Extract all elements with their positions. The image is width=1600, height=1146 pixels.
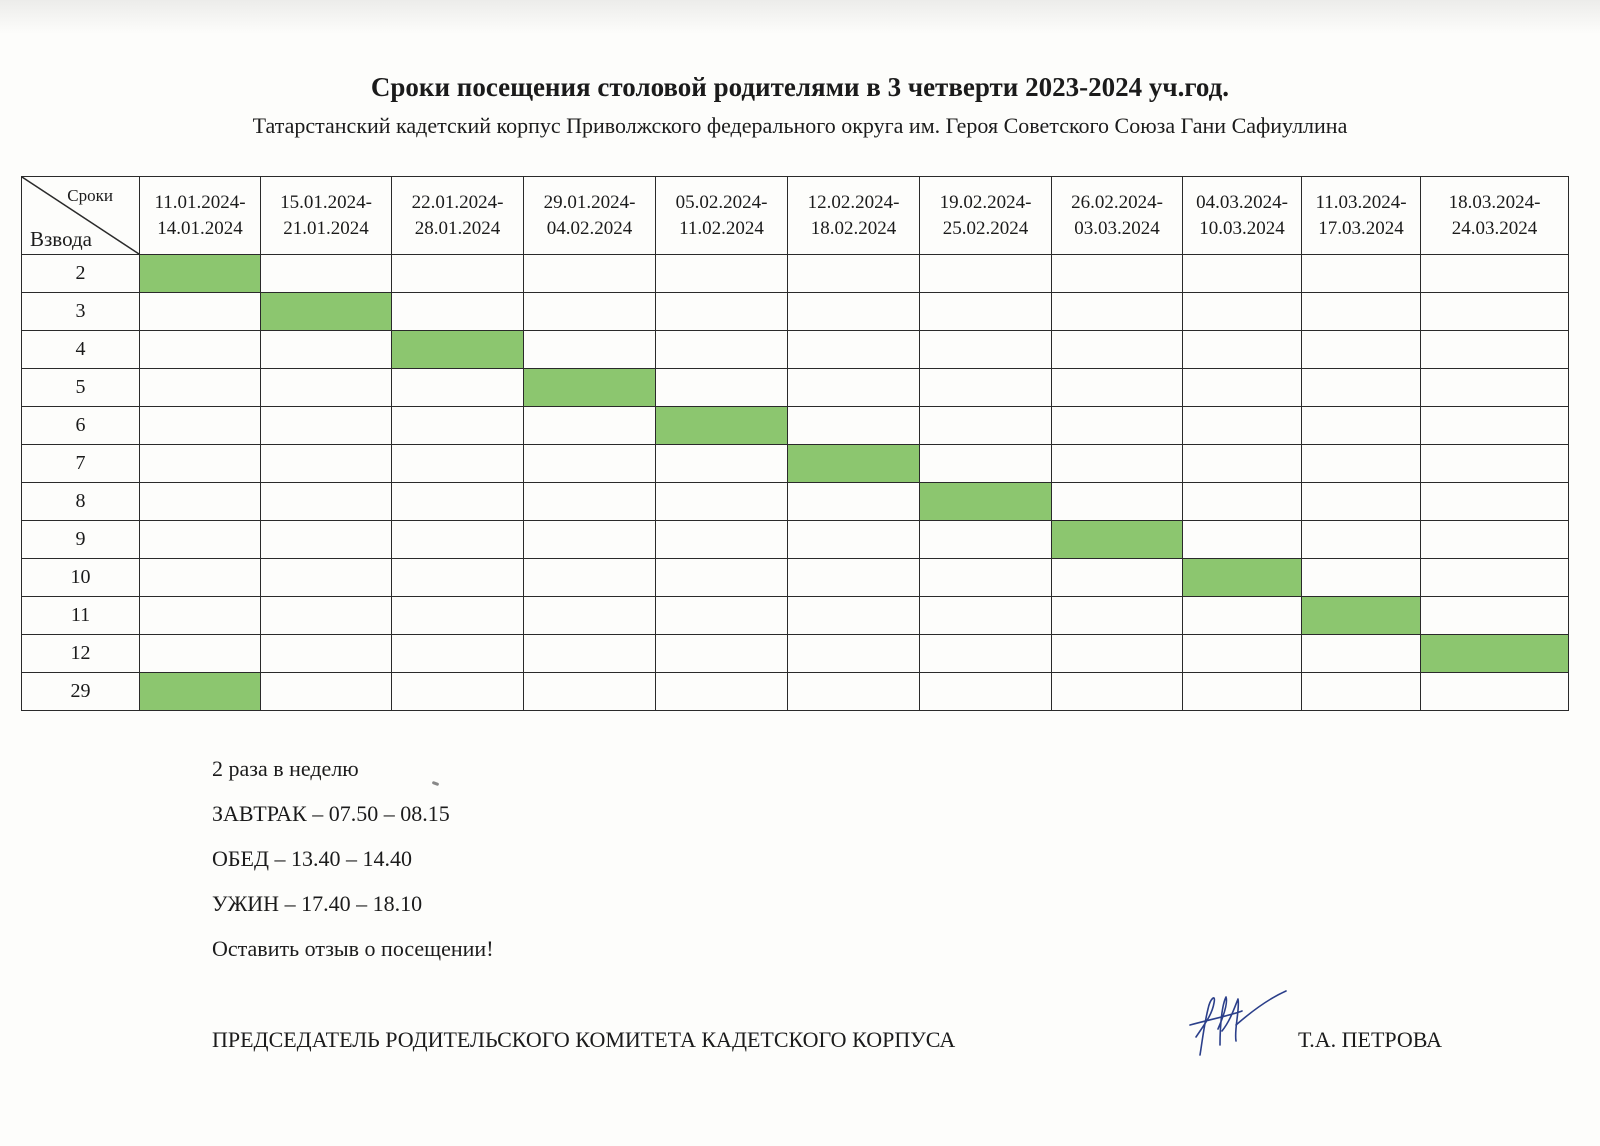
- visit-cell-filled: [920, 483, 1052, 521]
- visit-cell-empty: [392, 445, 524, 483]
- visit-cell-empty: [1421, 483, 1569, 521]
- visit-cell-empty: [1052, 635, 1183, 673]
- visit-cell-empty: [140, 407, 261, 445]
- visit-cell-empty: [1052, 293, 1183, 331]
- visit-cell-empty: [1052, 597, 1183, 635]
- scan-speck: [432, 781, 440, 786]
- visit-cell-empty: [392, 521, 524, 559]
- table-row: [22, 445, 1569, 483]
- visit-cell-empty: [1183, 407, 1302, 445]
- platoon-number: 11: [22, 597, 140, 635]
- visit-cell-empty: [1052, 407, 1183, 445]
- period-header: [524, 177, 656, 255]
- visit-cell-filled: [788, 445, 920, 483]
- visit-cell-empty: [1421, 521, 1569, 559]
- visit-cell-empty: [261, 483, 392, 521]
- table-row: [22, 407, 1569, 445]
- scan-edge-shadow: [0, 0, 1600, 34]
- visit-cell-empty: [1302, 293, 1421, 331]
- period-header: [1421, 177, 1569, 255]
- visit-cell-empty: [656, 293, 788, 331]
- period-header: [788, 177, 920, 255]
- visit-cell-empty: [1421, 407, 1569, 445]
- visit-cell-empty: [1302, 483, 1421, 521]
- period-end: 10.03.2024: [1199, 217, 1285, 239]
- visit-cell-empty: [524, 635, 656, 673]
- visit-cell-empty: [656, 483, 788, 521]
- visit-cell-empty: [1183, 597, 1302, 635]
- visit-cell-empty: [788, 635, 920, 673]
- visit-cell-empty: [920, 407, 1052, 445]
- corner-label-platoons: Взвода: [30, 227, 92, 251]
- table-row: [22, 369, 1569, 407]
- visit-cell-empty: [261, 369, 392, 407]
- visit-cell-empty: [140, 597, 261, 635]
- visit-cell-empty: [392, 635, 524, 673]
- visit-cell-empty: [920, 521, 1052, 559]
- visit-cell-empty: [788, 559, 920, 597]
- visit-cell-empty: [261, 445, 392, 483]
- visit-cell-empty: [1421, 673, 1569, 711]
- visit-cell-empty: [1421, 559, 1569, 597]
- period-start: 05.02.2024-: [675, 191, 768, 213]
- visit-cell-empty: [140, 369, 261, 407]
- visit-cell-empty: [920, 331, 1052, 369]
- platoon-number: 29: [22, 673, 140, 711]
- visit-cell-empty: [392, 483, 524, 521]
- visit-cell-empty: [1183, 483, 1302, 521]
- visit-cell-filled: [524, 369, 656, 407]
- visit-cell-filled: [392, 331, 524, 369]
- visit-cell-empty: [261, 521, 392, 559]
- visit-cell-empty: [1421, 255, 1569, 293]
- visit-cell-empty: [1183, 255, 1302, 293]
- visit-cell-empty: [140, 293, 261, 331]
- period-header: [1302, 177, 1421, 255]
- period-start: 15.01.2024-: [280, 191, 372, 213]
- period-header: [392, 177, 524, 255]
- visit-cell-empty: [1052, 559, 1183, 597]
- visit-cell-empty: [920, 369, 1052, 407]
- table-header-row: [22, 177, 1569, 255]
- visit-cell-empty: [1052, 673, 1183, 711]
- period-start: 04.03.2024-: [1196, 191, 1288, 213]
- visit-cell-empty: [140, 331, 261, 369]
- visit-cell-empty: [261, 673, 392, 711]
- visit-cell-empty: [140, 559, 261, 597]
- visit-cell-filled: [261, 293, 392, 331]
- visit-cell-empty: [788, 483, 920, 521]
- lunch-time: ОБЕД – 13.40 – 14.40: [212, 846, 412, 871]
- visit-cell-empty: [392, 369, 524, 407]
- visit-cell-empty: [788, 597, 920, 635]
- table-row: [22, 521, 1569, 559]
- table-row: [22, 635, 1569, 673]
- visit-cell-empty: [920, 445, 1052, 483]
- visit-cell-empty: [920, 635, 1052, 673]
- visit-cell-empty: [1302, 445, 1421, 483]
- visit-cell-filled: [1052, 521, 1183, 559]
- visit-cell-empty: [392, 559, 524, 597]
- visit-cell-empty: [1052, 445, 1183, 483]
- visit-cell-empty: [788, 331, 920, 369]
- visit-cell-filled: [1302, 597, 1421, 635]
- visit-cell-empty: [524, 483, 656, 521]
- visit-cell-empty: [656, 597, 788, 635]
- period-end: 25.02.2024: [942, 217, 1029, 239]
- signer-name: Т.А. ПЕТРОВА: [1298, 1027, 1442, 1052]
- visit-cell-empty: [1302, 369, 1421, 407]
- visit-cell-empty: [1052, 255, 1183, 293]
- period-start: 29.01.2024-: [543, 191, 636, 213]
- visit-cell-empty: [1421, 445, 1569, 483]
- period-end: 24.03.2024: [1451, 217, 1538, 239]
- visit-cell-empty: [656, 331, 788, 369]
- period-header: [920, 177, 1052, 255]
- visit-cell-empty: [261, 559, 392, 597]
- visit-cell-empty: [1183, 369, 1302, 407]
- visit-cell-empty: [788, 255, 920, 293]
- table-row: [22, 331, 1569, 369]
- period-start: 18.03.2024-: [1448, 191, 1541, 213]
- platoon-number: 2: [22, 255, 140, 293]
- dinner-time: УЖИН – 17.40 – 18.10: [212, 891, 423, 916]
- visit-cell-empty: [261, 407, 392, 445]
- visit-cell-empty: [920, 559, 1052, 597]
- table-row: [22, 597, 1569, 635]
- visit-cell-empty: [392, 673, 524, 711]
- visit-cell-empty: [1302, 331, 1421, 369]
- visit-cell-empty: [392, 597, 524, 635]
- visit-cell-empty: [920, 673, 1052, 711]
- visit-cell-empty: [524, 559, 656, 597]
- period-end: 18.02.2024: [810, 217, 897, 239]
- visit-cell-empty: [261, 331, 392, 369]
- period-start: 22.01.2024-: [411, 191, 504, 213]
- platoon-number: 7: [22, 445, 140, 483]
- period-header: [656, 177, 788, 255]
- period-header: [1183, 177, 1302, 255]
- visit-cell-empty: [140, 445, 261, 483]
- period-header: [261, 177, 392, 255]
- visit-cell-empty: [1421, 293, 1569, 331]
- visit-cell-empty: [656, 445, 788, 483]
- platoon-number: 5: [22, 369, 140, 407]
- visit-cell-empty: [788, 369, 920, 407]
- visit-cell-empty: [524, 445, 656, 483]
- period-start: 11.03.2024-: [1315, 191, 1407, 213]
- platoon-number: 3: [22, 293, 140, 331]
- visit-cell-empty: [1052, 369, 1183, 407]
- period-end: 04.02.2024: [546, 217, 633, 239]
- feedback-note: Оставить отзыв о посещении!: [212, 936, 494, 961]
- table-row: [22, 559, 1569, 597]
- visit-cell-filled: [1421, 635, 1569, 673]
- signer-position: ПРЕДСЕДАТЕЛЬ РОДИТЕЛЬСКОГО КОМИТЕТА КАДЕТСКОГО КОРПУСА: [212, 1027, 956, 1052]
- table-row: [22, 673, 1569, 711]
- visit-cell-empty: [788, 293, 920, 331]
- period-end: 28.01.2024: [414, 217, 501, 239]
- visit-cell-empty: [1302, 255, 1421, 293]
- visit-cell-empty: [788, 407, 920, 445]
- visit-cell-empty: [524, 597, 656, 635]
- platoon-number: 9: [22, 521, 140, 559]
- visit-cell-empty: [1052, 483, 1183, 521]
- visit-cell-empty: [1302, 673, 1421, 711]
- visit-cell-empty: [920, 293, 1052, 331]
- visit-cell-empty: [656, 255, 788, 293]
- visit-cell-empty: [920, 255, 1052, 293]
- period-end: 11.02.2024: [679, 217, 764, 239]
- visit-cell-empty: [788, 521, 920, 559]
- period-start: 19.02.2024-: [939, 191, 1032, 213]
- table-corner-cell: [22, 177, 140, 255]
- visit-cell-empty: [1052, 331, 1183, 369]
- platoon-number: 8: [22, 483, 140, 521]
- visit-cell-empty: [524, 521, 656, 559]
- period-start: 26.02.2024-: [1071, 191, 1163, 213]
- platoon-number: 4: [22, 331, 140, 369]
- period-end: 14.01.2024: [157, 217, 243, 239]
- visit-cell-empty: [261, 255, 392, 293]
- visit-cell-empty: [261, 635, 392, 673]
- visit-cell-empty: [1302, 521, 1421, 559]
- visit-cell-empty: [524, 331, 656, 369]
- frequency-note: 2 раза в неделю: [212, 756, 359, 781]
- visit-schedule-table: [21, 176, 1569, 711]
- table-row: [22, 255, 1569, 293]
- visit-cell-empty: [524, 407, 656, 445]
- visit-cell-empty: [656, 673, 788, 711]
- visit-cell-empty: [524, 673, 656, 711]
- visit-cell-empty: [1421, 597, 1569, 635]
- period-end: 21.01.2024: [283, 217, 369, 239]
- visit-cell-empty: [656, 559, 788, 597]
- visit-cell-empty: [140, 483, 261, 521]
- period-end: 17.03.2024: [1318, 217, 1404, 239]
- period-start: 12.02.2024-: [807, 191, 900, 213]
- visit-cell-empty: [1183, 331, 1302, 369]
- visit-cell-empty: [1183, 445, 1302, 483]
- visit-cell-empty: [656, 521, 788, 559]
- visit-cell-empty: [140, 521, 261, 559]
- period-end: 03.03.2024: [1074, 217, 1160, 239]
- visit-cell-empty: [1183, 635, 1302, 673]
- visit-cell-empty: [524, 255, 656, 293]
- table-body: [22, 255, 1569, 711]
- visit-cell-empty: [140, 635, 261, 673]
- table-row: [22, 483, 1569, 521]
- visit-cell-empty: [392, 293, 524, 331]
- handwritten-signature: [1182, 985, 1292, 1065]
- visit-cell-empty: [392, 255, 524, 293]
- visit-cell-empty: [1421, 369, 1569, 407]
- visit-cell-filled: [140, 673, 261, 711]
- document-subtitle: Татарстанский кадетский корпус Приволжского федерального округа им. Героя Советского Союза Гани Сафиуллина: [252, 113, 1348, 138]
- platoon-number: 12: [22, 635, 140, 673]
- visit-cell-empty: [1421, 331, 1569, 369]
- document-title: Сроки посещения столовой родителями в 3 четверти 2023-2024 уч.год.: [370, 72, 1230, 102]
- platoon-number: 6: [22, 407, 140, 445]
- visit-cell-empty: [1302, 407, 1421, 445]
- visit-cell-empty: [1302, 635, 1421, 673]
- period-start: 11.01.2024-: [154, 191, 246, 213]
- visit-cell-empty: [788, 673, 920, 711]
- period-header: [140, 177, 261, 255]
- visit-cell-empty: [261, 597, 392, 635]
- breakfast-time: ЗАВТРАК – 07.50 – 08.15: [212, 801, 450, 826]
- period-header: [1052, 177, 1183, 255]
- visit-cell-empty: [656, 635, 788, 673]
- visit-cell-empty: [1183, 293, 1302, 331]
- visit-cell-filled: [1183, 559, 1302, 597]
- visit-cell-empty: [1183, 673, 1302, 711]
- visit-cell-empty: [656, 369, 788, 407]
- visit-cell-empty: [524, 293, 656, 331]
- visit-cell-filled: [140, 255, 261, 293]
- table-row: [22, 293, 1569, 331]
- corner-label-periods: Сроки: [67, 186, 113, 205]
- visit-cell-empty: [1302, 559, 1421, 597]
- platoon-number: 10: [22, 559, 140, 597]
- visit-cell-filled: [656, 407, 788, 445]
- visit-cell-empty: [920, 597, 1052, 635]
- visit-cell-empty: [392, 407, 524, 445]
- visit-cell-empty: [1183, 521, 1302, 559]
